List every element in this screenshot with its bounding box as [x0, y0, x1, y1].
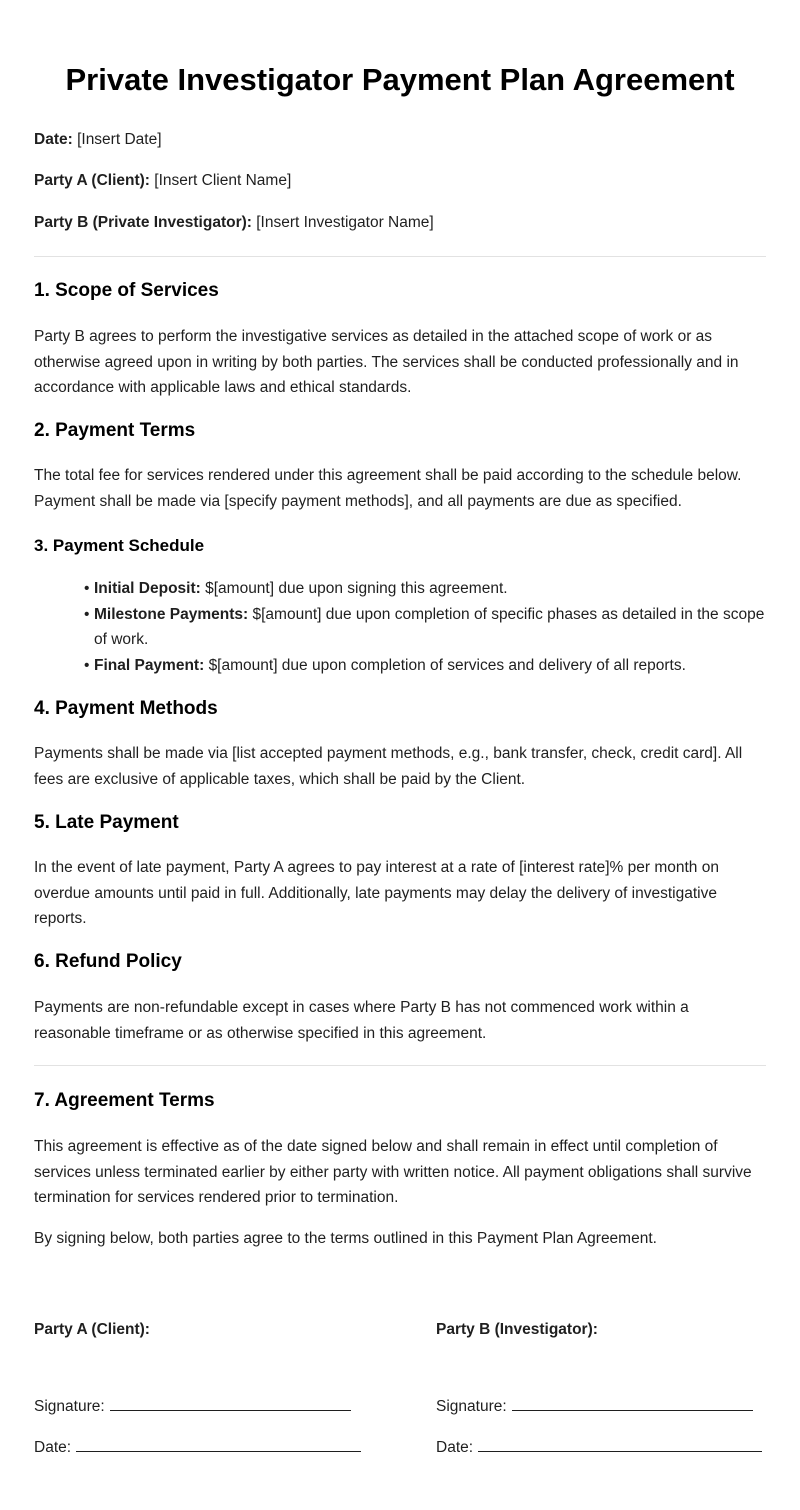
date-field[interactable] — [478, 1436, 762, 1452]
item-label: Final Payment: — [94, 656, 205, 674]
meta-party-a — [34, 170, 766, 192]
payment-schedule-list-wrap — [34, 576, 766, 678]
list-item — [84, 602, 766, 653]
item-text: $[amount] due upon completion of services and delivery of all reports. — [208, 656, 686, 674]
signature-field[interactable] — [512, 1395, 753, 1411]
signature-field[interactable] — [110, 1395, 351, 1411]
section-text: Payments shall be made via [list accepted payment methods, e.g., bank transfer, check, credit card]. All fees are exclusive of applicable taxes, which shall be paid by the Client. — [34, 745, 743, 788]
date-label: Date: — [436, 1439, 474, 1456]
section-refund-policy — [34, 950, 766, 974]
divider-bottom — [34, 1065, 766, 1066]
section-payment-methods-body — [34, 741, 766, 792]
date-field[interactable] — [76, 1436, 361, 1452]
party-a-label: Party A (Client): — [34, 172, 150, 189]
date-row-party-a — [34, 1436, 394, 1459]
section-text: This agreement is effective as of the date signed below and shall remain in effect until completion of services unless terminated earlier by either party with written notice. All payment obligations shall survive termination for services rendered prior to termination. — [34, 1138, 752, 1206]
section-late-payment — [34, 811, 766, 835]
signature-block-party-b — [436, 1319, 776, 1341]
item-label: Initial Deposit: — [94, 580, 201, 597]
list-item — [84, 576, 766, 602]
meta-party-b — [34, 212, 766, 234]
list-item — [84, 653, 766, 679]
section-heading: 6. Refund Policy — [34, 951, 182, 972]
section-text: Payments are non-refundable except in cases where Party B has not commenced work within a reasonable timeframe or as otherwise specified in this agreement. — [34, 999, 689, 1042]
section-refund-policy-body — [34, 995, 766, 1046]
item-text: $[amount] due upon completion of specific phases as detailed in the scope of work. — [94, 605, 765, 648]
party-a-value: [Insert Client Name] — [154, 172, 292, 189]
signature-block-party-a — [34, 1319, 394, 1341]
signature-label: Signature: — [436, 1398, 507, 1415]
party-b-label: Party B (Private Investigator): — [34, 214, 252, 231]
section-heading: 2. Payment Terms — [34, 420, 196, 441]
section-heading: 1. Scope of Services — [34, 280, 219, 301]
section-agreement-terms — [34, 1089, 766, 1113]
section-agreement-terms-body — [34, 1134, 766, 1211]
section-payment-terms-body — [34, 463, 766, 514]
signature-row-party-b — [436, 1395, 776, 1418]
section-scope-body — [34, 324, 766, 401]
section-heading: 7. Agreement Terms — [34, 1090, 215, 1111]
divider-top — [34, 256, 766, 257]
date-row-party-b — [436, 1436, 776, 1459]
section-late-payment-body — [34, 855, 766, 932]
party-b-value: [Insert Investigator Name] — [256, 214, 434, 231]
section-text: The total fee for services rendered under this agreement shall be paid according to the schedule below. Payment shall be made via [specify payment methods], and all payments are due as specified. — [34, 467, 742, 510]
section-payment-methods — [34, 697, 766, 721]
item-text: $[amount] due upon signing this agreement. — [205, 580, 508, 597]
section-heading: 3. Payment Schedule — [34, 536, 205, 555]
section-text: Party B agrees to perform the investigative services as detailed in the attached scope of work or as otherwise agreed upon in writing by both parties. The services shall be conducted professionally and in accordance with applicable laws and ethical standards. — [34, 328, 739, 396]
date-value: [Insert Date] — [77, 131, 162, 148]
signature-label: Signature: — [34, 1398, 105, 1415]
meta-date — [34, 129, 766, 151]
date-label: Date: — [34, 1439, 72, 1456]
section-payment-schedule — [34, 535, 766, 557]
signature-heading: Party A (Client): — [34, 1321, 150, 1338]
page-title: Private Investigator Payment Plan Agreement — [65, 62, 735, 97]
signature-row-party-a — [34, 1395, 394, 1418]
section-text: In the event of late payment, Party A agrees to pay interest at a rate of [interest rate]% per month on overdue amounts until paid in full. Additionally, late payments may delay the delivery of investigative reports. — [34, 859, 719, 927]
section-heading: 4. Payment Methods — [34, 698, 218, 719]
closing-text: By signing below, both parties agree to the terms outlined in this Payment Plan Agreement. — [34, 1230, 657, 1247]
signature-heading: Party B (Investigator): — [436, 1321, 598, 1338]
date-label: Date: — [34, 131, 73, 148]
payment-schedule-list — [34, 576, 766, 678]
section-payment-terms — [34, 419, 766, 443]
section-heading: 5. Late Payment — [34, 812, 179, 833]
closing-statement — [34, 1226, 766, 1252]
section-scope — [34, 279, 766, 303]
item-label: Milestone Payments: — [94, 605, 249, 623]
